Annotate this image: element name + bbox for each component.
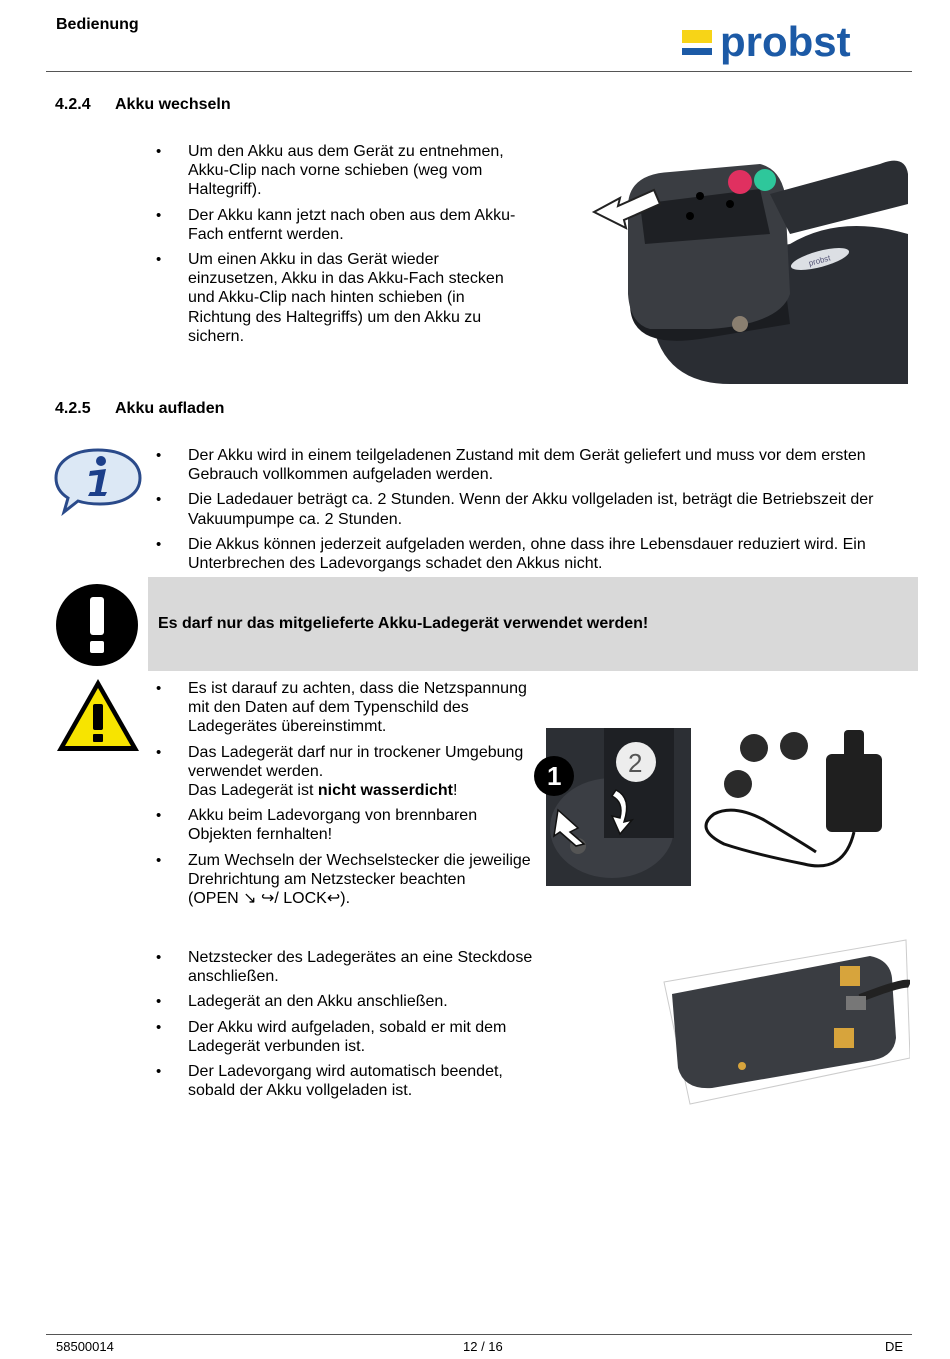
emphasis-text: nicht wasserdicht [317, 782, 454, 800]
battery-removal-photo [532, 728, 692, 888]
list-item-text: Das Ladegerät darf nur in trockener Umgebung verwendet werden. [188, 743, 524, 780]
header-title: Bedienung [56, 16, 139, 33]
section-title: Akku wechseln [115, 96, 231, 113]
section-title: Akku aufladen [115, 400, 225, 417]
language-code: DE [885, 1339, 904, 1354]
list-item: • Ladegerät an den Akku anschließen. [156, 992, 536, 1011]
list-item: • Netzstecker des Ladegerätes an eine Steckdose anschließen. [156, 948, 536, 986]
important-notice-box [148, 577, 918, 671]
header-divider [46, 71, 912, 72]
battery-clip-photo [590, 134, 908, 384]
list-item: • Um einen Akku in das Gerät wieder einzusetzen, Akku in das Akku-Fach stecken und Akku-Clip nach hinten schieben (in Richtung des Haltegriffs) um den Akku zu sichern. [156, 250, 526, 346]
battery-change-list [156, 142, 526, 352]
battery-charging-photo [660, 938, 910, 1108]
probst-logo [680, 22, 906, 68]
list-item: • Der Akku wird in einem teilgeladenen Zustand mit dem Gerät geliefert und muss vor dem ersten Gebrauch vollkommen aufgeladen werden. [156, 446, 916, 484]
step-label: 1 [547, 761, 562, 791]
photo-label: probst [807, 253, 832, 268]
step-label: 2 [628, 748, 643, 778]
charging-steps-list [156, 948, 536, 1106]
list-item: • Die Akkus können jederzeit aufgeladen werden, ohne dass ihre Lebensdauer reduziert wird. Ein Unterbrechen des Ladevorgangs schadet den Akkus nicht. [156, 535, 916, 573]
section-number: 4.2.4 [55, 96, 91, 113]
list-item: • Der Akku wird aufgeladen, sobald er mit dem Ladegerät verbunden ist. [156, 1018, 536, 1056]
list-item-text: ! [453, 782, 458, 800]
charger-warning-list [156, 679, 536, 914]
warning-triangle-icon [55, 676, 141, 754]
list-item [156, 851, 536, 909]
footer-divider [46, 1334, 912, 1335]
exclamation-icon [55, 583, 139, 667]
list-item: • Der Ladevorgang wird automatisch beendet, sobald der Akku vollgeladen ist. [156, 1062, 536, 1100]
important-notice-text: Es darf nur das mitgelieferte Akku-Ladegerät verwendet werden! [158, 615, 649, 632]
list-item [156, 743, 536, 801]
list-item: • Um den Akku aus dem Gerät zu entnehmen, Akku-Clip nach vorne schieben (weg vom Haltegriff). [156, 142, 526, 200]
logo-text: probst [720, 22, 851, 65]
list-item: • Die Ladedauer beträgt ca. 2 Stunden. Wenn der Akku vollgeladen ist, beträgt die Betriebszeit der Vakuumpumpe ca. 2 Stunden. [156, 490, 916, 528]
list-item-text: Zum Wechseln der Wechselstecker die jeweilige Drehrichtung am Netzstecker beachten [188, 851, 531, 888]
info-icon [54, 446, 142, 516]
list-item-text: (OPEN ↘ ↪/ LOCK↩). [188, 890, 351, 908]
page-number: 12 / 16 [463, 1339, 503, 1354]
list-item-text: Das Ladegerät ist [188, 782, 318, 800]
list-item: • Es ist darauf zu achten, dass die Netzspannung mit den Daten auf dem Typenschild des Ladegerätes übereinstimmt. [156, 679, 536, 737]
list-item: • Akku beim Ladevorgang von brennbaren Objekten fernhalten! [156, 806, 536, 844]
charging-info-list [156, 446, 916, 579]
doc-number: 58500014 [56, 1339, 114, 1354]
list-item: • Der Akku kann jetzt nach oben aus dem Akku-Fach entfernt werden. [156, 206, 526, 244]
section-number: 4.2.5 [55, 400, 91, 417]
charger-adapters-photo [694, 724, 900, 888]
